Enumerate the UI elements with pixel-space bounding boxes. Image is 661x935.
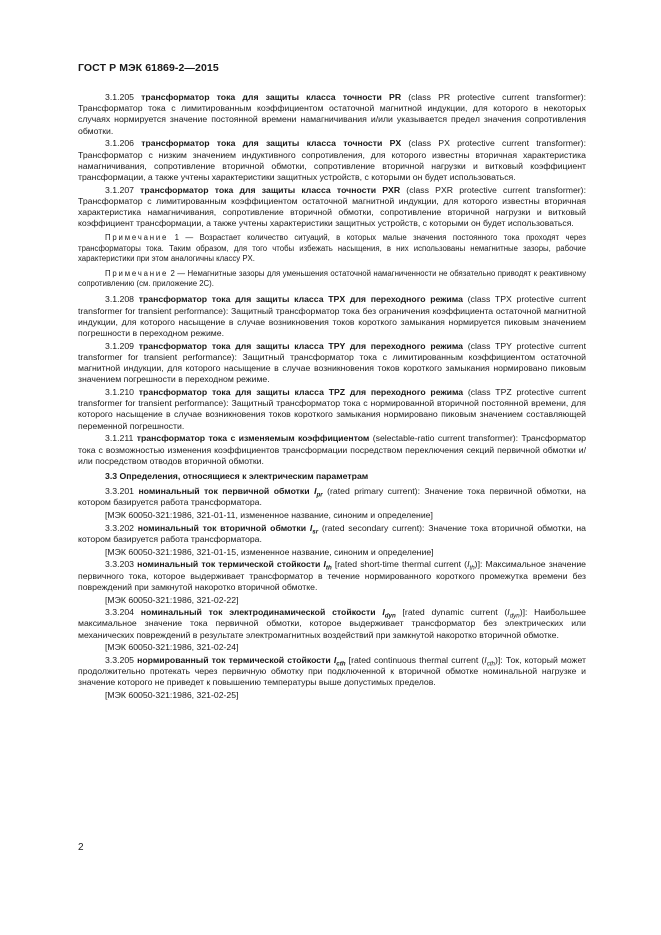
symbol: I: [467, 559, 470, 570]
reference-3-3-203: [МЭК 60050-321:1986, 321-02-22]: [105, 594, 239, 605]
term: трансформатор тока для защиты класса TPY для переходного режима: [138, 340, 463, 351]
term: трансформатор тока для защиты класса TPZ для переходного режима: [138, 387, 464, 398]
definition-text: (class PXR protective current transformer): Трансформатор с лимитированным коэффициентом остаточной магнитной индукции, для которого известны вторичная характеристика намагничивания, сопротивление вторичной обмотки, сопротивление вторичной нагрузки и витковый коэффициент трансформации, а также учтены характеристики защитных устройств, с которыми он будет использоваться.: [78, 184, 586, 229]
clause-number: 3.1.207: [105, 184, 141, 195]
term: трансформатор тока для защиты класса точности PR: [141, 92, 402, 102]
symbol-subscript: dyn: [384, 612, 396, 620]
clause-number: 3.1.205: [105, 92, 142, 102]
reference-3-3-202: [МЭК 60050-321:1986, 321-01-15, измененное название, синоним и определение]: [105, 546, 434, 557]
definition-3-1-211: [78, 433, 586, 467]
definition-text: )]: Наибольшее максимальное значение тока первичной обмотки, которое выдерживает трансформатор без электрических или механических повреждений в результате электромагнитных воздействий при замкнутой накоротко вторичной обмотке.: [78, 607, 586, 640]
symbol-subscript: th: [469, 565, 475, 573]
term: номинальный ток первичной обмотки: [138, 486, 315, 497]
clause-number: 3.1.208: [105, 294, 139, 305]
definition-3-1-207: [78, 185, 586, 230]
clause-number: 3.1.209: [105, 340, 139, 351]
symbol: I: [333, 655, 337, 666]
definition-3-1-208: [78, 294, 586, 339]
clause-number: 3.3.201: [105, 486, 139, 497]
definition-3-1-210: [78, 387, 586, 432]
definition-3-3-203: [78, 559, 586, 593]
term: номинальный ток термической стойкости: [137, 559, 324, 570]
definition-text: (class TPX protective current transformer for transient performance): Защитный трансформатор тока без ограничения коэффициента остаточной магнитной индукции, для которого насыщение в случае возникновения токов короткого замыкания нормируется пиковым значением погрешности в переходном режиме.: [78, 294, 586, 339]
reference-3-3-205: [МЭК 60050-321:1986, 321-02-25]: [105, 690, 239, 701]
symbol-subscript: sr: [312, 528, 319, 536]
definition-text: (rated secondary current): Значение тока вторичной обмотки, на котором базируется работа трансформатора.: [78, 522, 586, 545]
definition-text: (selectable-ratio current transformer): Трансформатор тока с возможностью изменения коэффициентов трансформации посредством переключения секций первичной обмотки и/или посредством отводов вторичной обмотки.: [78, 433, 586, 466]
note-2: [78, 269, 586, 289]
definition-text: (class TPY protective current transformer for transient performance): Защитный трансформатор тока с лимитированным коэффициентом остаточной магнитной индукции, для которого насыщение в случае возникновения токов короткого замыкания нормировано пиковым значением погрешности в переходном режиме.: [78, 340, 586, 385]
page-number: 2: [78, 842, 84, 853]
definition-text: (class PX protective current transformer): Трансформатор с низким значением индуктивного сопротивления, для которого известны вторичная характеристика намагничивания, сопротивление вторичной обмотки, сопротивление вторичной нагрузки и витковый коэффициент трансформации, а также учтены характеристики защитных устройств, с которыми он будет использоваться.: [78, 138, 586, 182]
document-header: ГОСТ Р МЭК 61869-2—2015: [78, 62, 219, 74]
reference-3-3-204: [МЭК 60050-321:1986, 321-02-24]: [105, 642, 239, 653]
definition-3-1-209: [78, 341, 586, 386]
term: трансформатор тока с изменяемым коэффициентом: [136, 433, 370, 444]
definition-3-1-205: [78, 92, 586, 137]
symbol-subscript: pr: [316, 491, 323, 499]
term: трансформатор тока для защиты класса точности PX: [141, 138, 402, 149]
clause-number: 3.3.203: [105, 559, 138, 570]
definition-text: [rated continuous thermal current (: [345, 655, 485, 666]
definition-text: (class TPZ protective current transformer for transient performance): Защитный трансформатор тока с нормированной вторичной постоянной времени, для которого насыщение в случае возникновения токов короткого замыкания нормировано пиковым значением составляющей переменной погрешности.: [78, 387, 586, 431]
definition-3-3-205: [78, 655, 586, 689]
note-label: Примечание: [105, 233, 169, 243]
symbol: I: [323, 559, 326, 570]
note-text: 1 — Возрастает количество ситуаций, в которых малые значения постоянного тока проходят через трансформаторы тока. Таким образом, для того чтобы избежать насыщения, в них использованы немагнитные зазоры, рабочие характеристики при этом аналогичны классу PX.: [78, 233, 586, 263]
symbol-subscript: cth: [486, 660, 495, 668]
section-heading-3-3: 3.3 Определения, относящиеся к электрическим параметрам: [105, 471, 369, 481]
definition-text: [rated short-time thermal current (: [331, 559, 468, 570]
definition-text: (class PR protective current transformer): Трансформатор тока с лимитированным коэффициентом остаточной магнитной индукции, для которого в некоторых случаях нормируется значение постоянной времени намагничивания и/или указывается предел значения сопротивления обмотки.: [78, 92, 586, 136]
clause-number: 3.3.202: [105, 522, 138, 533]
term: номинальный ток вторичной обмотки: [137, 522, 310, 533]
document-body: [78, 92, 586, 703]
clause-number: 3.1.210: [105, 387, 139, 398]
definition-text: [rated dynamic current (: [395, 607, 508, 618]
note-text: 2 — Немагнитные зазоры для уменьшения остаточной намагниченности не обязательно приводят к реактивному сопротивлению (см. приложение 2С).: [78, 269, 586, 289]
definition-text: (rated primary current): Значение тока первичной обмотки, на котором базируется работа трансформатора.: [78, 486, 587, 508]
symbol: I: [484, 655, 487, 666]
symbol: I: [309, 522, 313, 533]
definition-text: )]: Максимальное значение первичного тока, которое выдерживает трансформатор в течение нормированного короткого промежутка времени без повреждений при замкнутой накоротко вторичной обмотке.: [78, 559, 587, 592]
symbol: I: [507, 607, 510, 618]
note-1: [78, 233, 586, 264]
symbol-subscript: th: [325, 565, 332, 573]
clause-number: 3.3.204: [105, 607, 141, 618]
definition-text: )]: Ток, который может продолжительно протекать через первичную обмотку при подключенной к вторичной обмотке номинальной нагрузке и значение которого не приведет к повышению температуры выше допустимых пределов.: [78, 655, 586, 688]
term: трансформатор тока для защиты класса TPX для переходного режима: [138, 294, 463, 305]
symbol: I: [314, 486, 317, 497]
definition-3-3-204: [78, 607, 586, 641]
term: трансформатор тока для защиты класса точности PXR: [140, 184, 401, 195]
symbol-subscript: dyn: [509, 612, 520, 620]
reference-3-3-201: [МЭК 60050-321:1986, 321-01-11, измененное название, синоним и определение]: [105, 510, 433, 521]
symbol-subscript: cth: [336, 660, 346, 668]
term: нормированный ток термической стойкости: [137, 655, 334, 666]
clause-number: 3.1.206: [105, 138, 142, 149]
definition-3-3-201: [78, 486, 586, 508]
term: номинальный ток электродинамической стойкости: [140, 607, 383, 618]
note-label: Примечание: [105, 269, 169, 279]
clause-number: 3.1.211: [105, 433, 137, 444]
symbol: I: [382, 607, 385, 618]
clause-number: 3.3.205: [105, 655, 138, 666]
definition-3-3-202: [78, 523, 586, 545]
definition-3-1-206: [78, 138, 586, 183]
